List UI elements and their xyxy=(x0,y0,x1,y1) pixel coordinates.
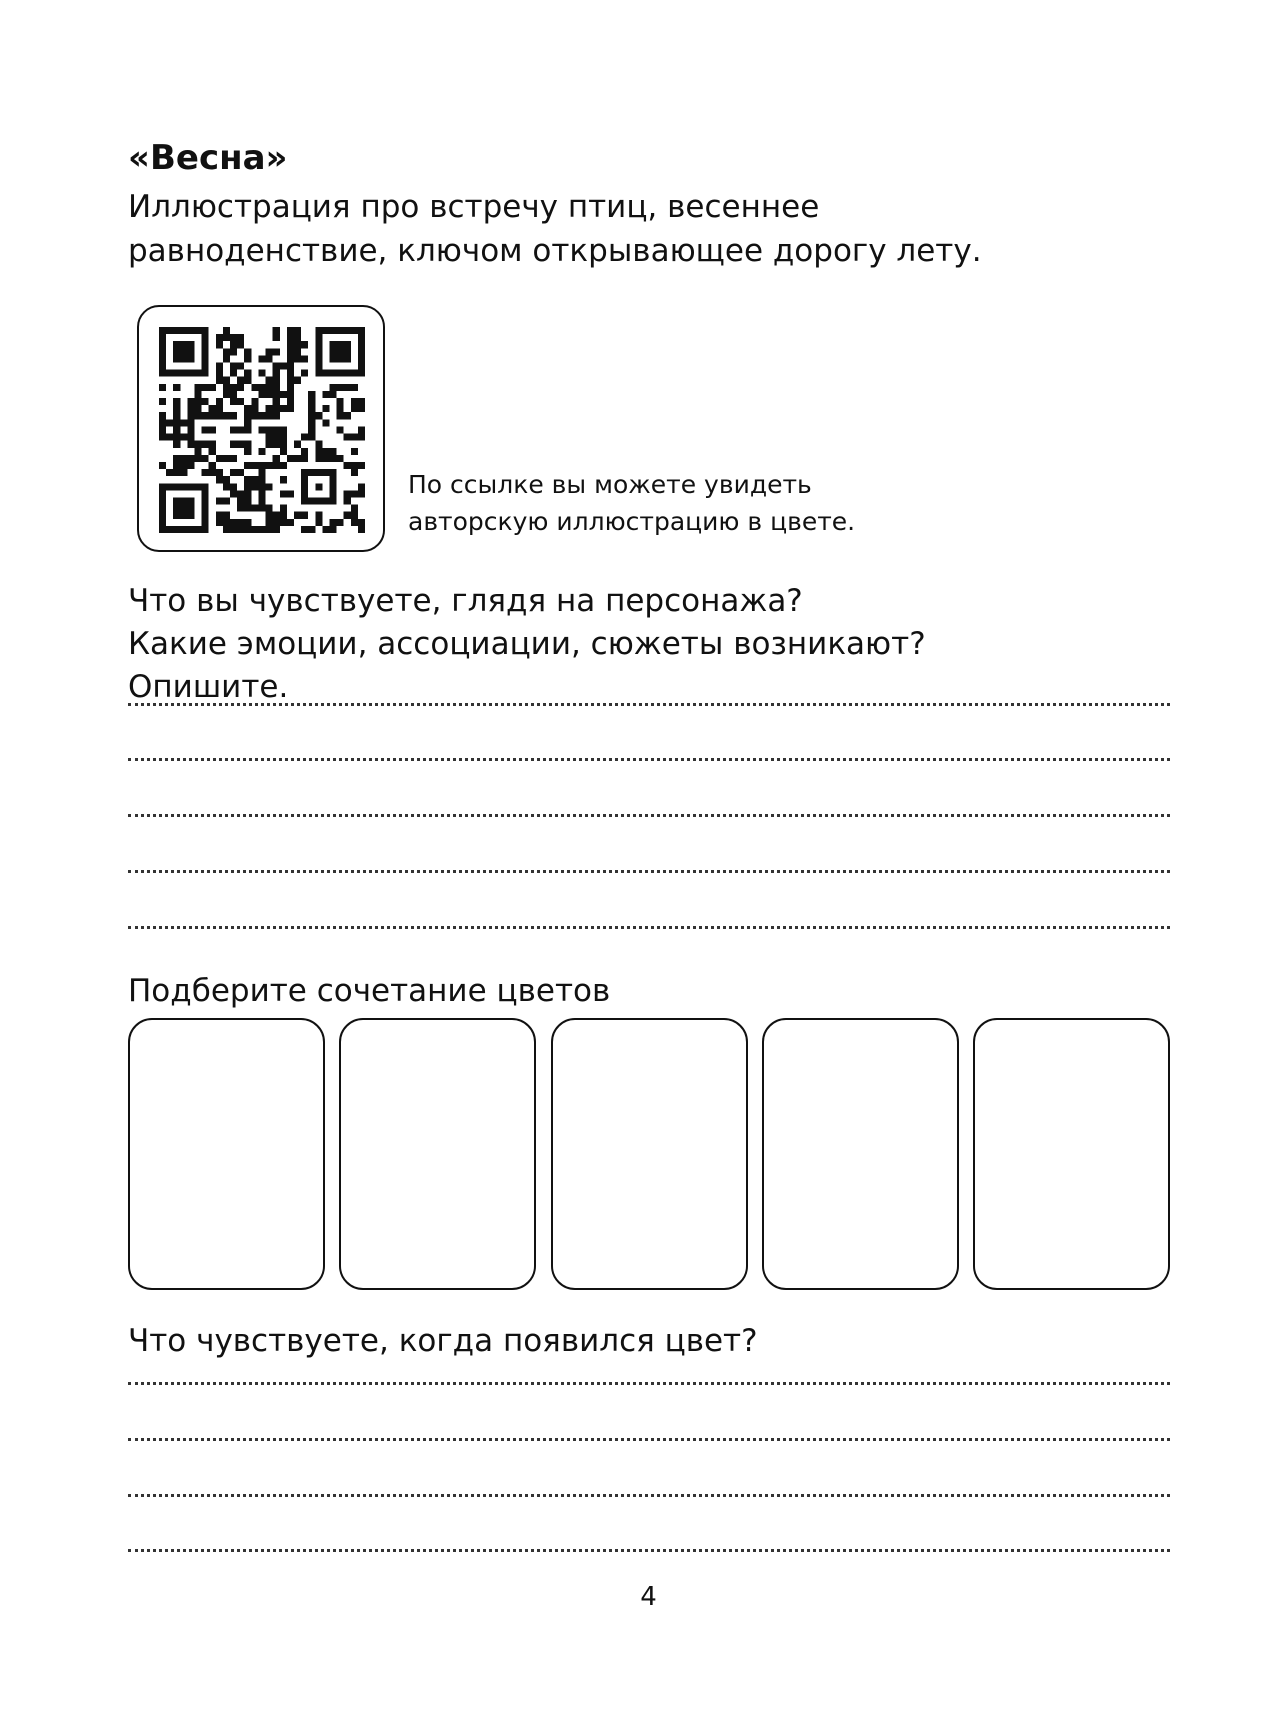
color-swatch-box[interactable] xyxy=(551,1018,748,1290)
question-1-line-3: Опишите. xyxy=(128,669,289,705)
colors-heading: Подберите сочетание цветов xyxy=(128,973,611,1009)
answer-line[interactable] xyxy=(128,1382,1170,1385)
intro-line-2: равноденствие, ключом открывающее дорогу лету. xyxy=(128,233,982,269)
color-swatch-box[interactable] xyxy=(128,1018,325,1290)
qr-caption-line-1: По ссылке вы можете увидеть xyxy=(408,470,812,499)
color-swatch-box[interactable] xyxy=(339,1018,536,1290)
qr-code-modules xyxy=(159,327,365,533)
answer-line[interactable] xyxy=(128,870,1170,873)
intro-line-1: Иллюстрация про встречу птиц, весеннее xyxy=(128,189,820,225)
qr-code-frame[interactable] xyxy=(137,305,385,552)
qr-code-icon[interactable] xyxy=(159,327,365,533)
color-swatch-box[interactable] xyxy=(762,1018,959,1290)
question-2: Что чувствуете, когда появился цвет? xyxy=(128,1323,758,1359)
page-title: «Весна» xyxy=(128,138,288,178)
answer-line[interactable] xyxy=(128,1549,1170,1552)
color-swatch-box[interactable] xyxy=(973,1018,1170,1290)
qr-caption-line-2: авторскую иллюстрацию в цвете. xyxy=(408,507,856,536)
page-number: 4 xyxy=(640,1582,657,1612)
answer-line[interactable] xyxy=(128,926,1170,929)
intro-text xyxy=(128,185,1168,273)
answer-line[interactable] xyxy=(128,758,1170,761)
answer-line[interactable] xyxy=(128,814,1170,817)
answer-line[interactable] xyxy=(128,1438,1170,1441)
answer-line[interactable] xyxy=(128,1494,1170,1497)
question-1 xyxy=(128,580,926,709)
answer-line[interactable] xyxy=(128,703,1170,706)
question-1-line-1: Что вы чувствуете, глядя на персонажа? xyxy=(128,583,803,619)
question-1-line-2: Какие эмоции, ассоциации, сюжеты возникают? xyxy=(128,626,926,662)
qr-caption xyxy=(408,466,855,540)
